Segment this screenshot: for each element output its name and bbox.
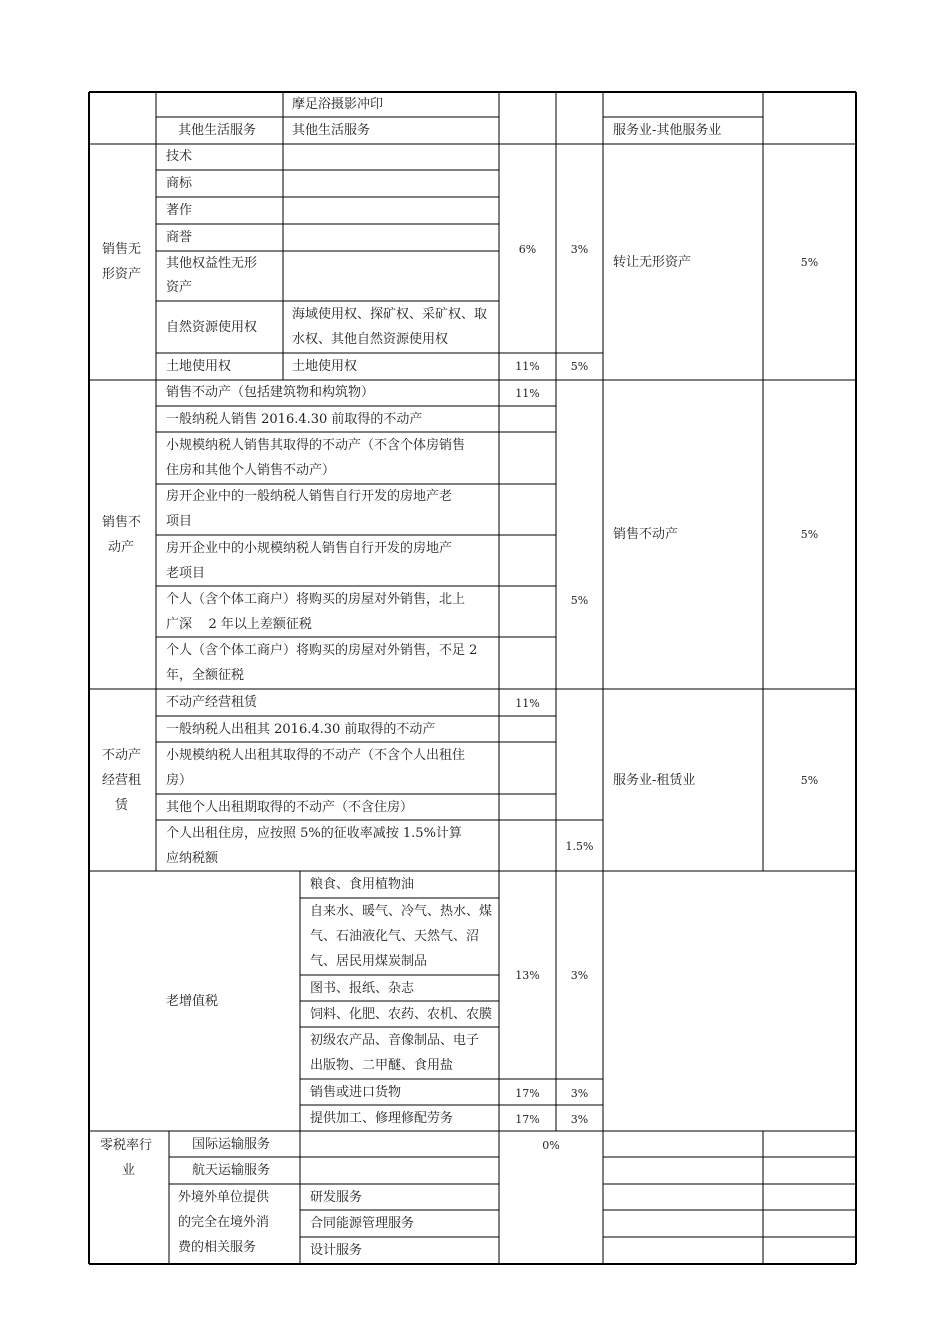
cell-utilities-line1: 自来水、暖气、冷气、热水、煤 xyxy=(310,904,493,919)
rate-processing-general: 17% xyxy=(515,1113,540,1126)
cell-offshore-service-line3: 费的相关服务 xyxy=(178,1240,257,1255)
cell-offshore-service-line2: 的完全在境外消 xyxy=(178,1215,270,1230)
category-realestate-line1: 销售不 xyxy=(102,515,142,530)
cell-land-use-right: 土地使用权 xyxy=(166,359,232,374)
rate-old-vat-low-simple: 3% xyxy=(570,969,589,982)
cell-land-use-right-desc: 土地使用权 xyxy=(292,359,358,374)
cell-realestate-r4-line1: 房开企业中的一般纳税人销售自行开发的房地产老 xyxy=(166,489,453,504)
cell-utilities-line3: 气、居民用煤炭制品 xyxy=(310,954,428,969)
cell-offshore-service-line1: 外境外单位提供 xyxy=(178,1190,270,1205)
cell-realestate-r7-line1: 个人（含个体工商户）将购买的房屋对外销售，不足 2 xyxy=(166,643,478,658)
cell-energy-management: 合同能源管理服务 xyxy=(310,1216,415,1231)
rate-goods-simple: 3% xyxy=(570,1087,589,1100)
cell-business-tax-other-service: 服务业-其他服务业 xyxy=(613,123,722,138)
cell-processing-repair: 提供加工、修理修配劳务 xyxy=(310,1111,454,1126)
cell-grain-oil: 粮食、食用植物油 xyxy=(310,877,415,892)
cell-agri-products-line2: 出版物、二甲醚、食用盐 xyxy=(310,1058,454,1073)
cell-sale-import-goods: 销售或进口货物 xyxy=(310,1085,402,1100)
cell-realestate-r6-line1: 个人（含个体工商户）将购买的房屋对外销售，北上 xyxy=(166,592,466,607)
category-lease-line2: 经营租 xyxy=(102,773,142,788)
cell-lease-r3-line1: 小规模纳税人出租其取得的不动产（不含个人出租住 xyxy=(166,748,466,763)
cell-realestate-r5-line2: 老项目 xyxy=(166,566,206,581)
rate-zero: 0% xyxy=(542,1139,560,1152)
cell-realestate-r4-line2: 项目 xyxy=(166,514,193,529)
cell-lease-r5-line2: 应纳税额 xyxy=(166,851,219,866)
rate-processing-simple: 3% xyxy=(570,1113,589,1126)
category-lease-line3: 赁 xyxy=(115,798,129,813)
cell-natural-desc-line1: 海域使用权、探矿权、采矿权、取 xyxy=(292,307,488,322)
cell-realestate-r3-line2: 住房和其他个人销售不动产） xyxy=(166,463,336,478)
category-lease-line1: 不动产 xyxy=(102,748,142,763)
cell-feed-fertilizer: 饲料、化肥、农药、农机、农膜 xyxy=(310,1007,493,1022)
cell-other-equity-line1: 其他权益性无形 xyxy=(166,256,258,271)
cell-design-service: 设计服务 xyxy=(310,1243,363,1258)
category-zero-rate-line1: 零税率行 xyxy=(100,1138,153,1153)
category-zero-rate-line2: 业 xyxy=(122,1163,136,1178)
cell-realestate-r5-line1: 房开企业中的小规模纳税人销售自行开发的房地产 xyxy=(166,541,453,556)
business-tax-rate-realestate: 5% xyxy=(800,528,819,541)
cell-realestate-r7-line2: 年，全额征税 xyxy=(166,668,245,683)
cell-technology: 技术 xyxy=(166,149,193,164)
business-tax-leasing: 服务业-租赁业 xyxy=(613,773,696,788)
cell-lease-r4: 其他个人出租期取得的不动产（不含住房） xyxy=(166,800,414,815)
cell-other-equity-line2: 资产 xyxy=(166,280,193,295)
cell-space-transport: 航天运输服务 xyxy=(192,1163,271,1178)
rate-realestate-general: 11% xyxy=(515,387,540,400)
business-tax-transfer-intangible: 转让无形资产 xyxy=(613,255,692,270)
cell-international-transport: 国际运输服务 xyxy=(192,1137,271,1152)
cell-lease-r3-line2: 房） xyxy=(166,773,193,788)
cell-natural-resource-right: 自然资源使用权 xyxy=(166,320,258,335)
cell-natural-desc-line2: 水权、其他自然资源使用权 xyxy=(292,332,449,347)
rate-old-vat-low: 13% xyxy=(515,969,540,982)
category-intangible-line1: 销售无 xyxy=(102,242,142,257)
cell-works: 著作 xyxy=(166,203,193,218)
cell-foot-bath-photo: 摩足浴摄影冲印 xyxy=(292,97,384,112)
rate-land-general: 11% xyxy=(515,360,540,373)
cell-other-life-service-desc: 其他生活服务 xyxy=(292,123,371,138)
rate-lease-general: 11% xyxy=(515,697,540,710)
business-tax-rate-intangible: 5% xyxy=(800,256,819,269)
cell-lease-r5-line1: 个人出租住房，应按照 5%的征收率减按 1.5%计算 xyxy=(166,826,462,841)
business-tax-rate-leasing: 5% xyxy=(800,774,819,787)
cell-trademark: 商标 xyxy=(166,176,193,191)
category-old-vat: 老增值税 xyxy=(166,994,219,1009)
cell-realestate-r3-line1: 小规模纳税人销售其取得的不动产（不含个体房销售 xyxy=(166,438,466,453)
cell-realestate-r6-line2: 广深 2 年以上差额征税 xyxy=(166,617,312,632)
rate-goods-general: 17% xyxy=(515,1087,540,1100)
rate-intangible-general: 6% xyxy=(518,243,537,256)
cell-lease-r1: 不动产经营租赁 xyxy=(166,695,258,710)
cell-agri-products-line1: 初级农产品、音像制品、电子 xyxy=(310,1033,480,1048)
category-realestate-line2: 动产 xyxy=(108,540,135,555)
rate-lease-personal-housing: 1.5% xyxy=(565,840,594,853)
rate-realestate-simple: 5% xyxy=(570,594,589,607)
business-tax-sell-realestate: 销售不动产 xyxy=(613,527,679,542)
cell-goodwill: 商誉 xyxy=(166,230,193,245)
rate-land-simple: 5% xyxy=(570,360,589,373)
cell-rd-service: 研发服务 xyxy=(310,1190,363,1205)
cell-books-papers: 图书、报纸、杂志 xyxy=(310,981,415,996)
rate-intangible-simple: 3% xyxy=(570,243,589,256)
cell-realestate-r2: 一般纳税人销售 2016.4.30 前取得的不动产 xyxy=(166,412,423,427)
cell-lease-r2: 一般纳税人出租其 2016.4.30 前取得的不动产 xyxy=(166,722,436,737)
cell-other-life-service: 其他生活服务 xyxy=(178,123,257,138)
cell-realestate-r1: 销售不动产（包括建筑物和构筑物） xyxy=(166,385,375,400)
cell-utilities-line2: 气、石油液化气、天然气、沼 xyxy=(310,929,480,944)
category-intangible-line2: 形资产 xyxy=(102,267,142,282)
